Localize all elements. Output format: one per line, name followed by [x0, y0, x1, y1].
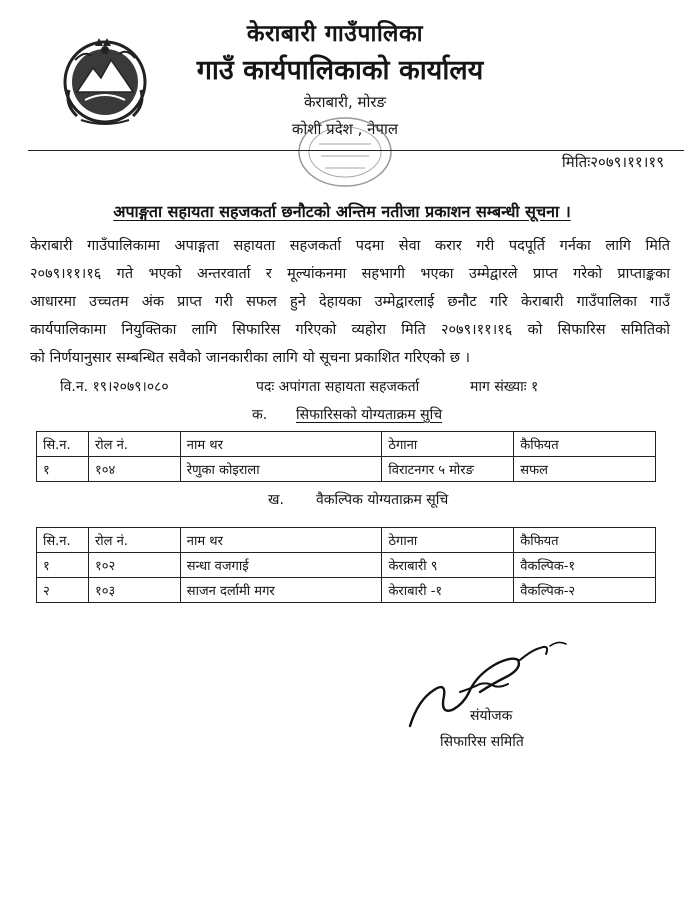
section-b-title: वैकल्पिक योग्यताक्रम सूचि	[316, 492, 449, 508]
address-line-1: केराबारी, मोरङ	[303, 93, 387, 111]
table-cell: केराबारी -१	[382, 578, 514, 603]
column-header: सि.न.	[37, 528, 89, 553]
notice-body-line: को निर्णयानुसार सम्बन्धित सवैको जानकारीका लागि यो सूचना प्रकाशित गरिएको छ ।	[30, 350, 471, 366]
signatory-committee: सिफारिस समिति	[440, 734, 524, 750]
office-name: गाउँ कार्यपालिकाको कार्यालय	[196, 55, 484, 86]
column-header: कैफियत	[514, 528, 656, 553]
table-header-row	[37, 528, 656, 553]
issue-date: मितिः२०७९।११।१९	[561, 153, 664, 171]
signatory-role: संयोजक	[470, 708, 513, 724]
column-header: ठेगाना	[382, 528, 514, 553]
column-header: रोल नं.	[88, 528, 180, 553]
column-header: नाम थर	[180, 528, 382, 553]
section-a-title: सिफारिसको योग्यताक्रम सुचि	[296, 407, 443, 423]
table-cell: सफल	[514, 457, 656, 482]
table-cell: १	[37, 457, 89, 482]
table-row	[37, 553, 656, 578]
table-cell: सन्धा वजगाई	[180, 553, 382, 578]
notice-body-line: कार्यपालिकामा नियुक्तिका लागि सिफारिस गरिएको व्यहोरा मिति २०७९।११।१६ को सिफारिस समितिको	[30, 322, 670, 338]
table-cell: रेणुका कोइराला	[180, 457, 382, 482]
table-cell: वैकल्पिक-१	[514, 553, 656, 578]
column-header: नाम थर	[180, 432, 382, 457]
table-cell: १०२	[88, 553, 180, 578]
demand-count: माग संख्याः १	[470, 379, 539, 395]
column-header: सि.न.	[37, 432, 89, 457]
alternative-table	[36, 527, 656, 603]
notice-title: अपाङ्गता सहायता सहजकर्ता छनौटको अन्तिम नतीजा प्रकाशन सम्बन्धी सूचना ।	[113, 202, 571, 221]
table-cell: विराटनगर ५ मोरङ	[382, 457, 514, 482]
address-line-2: कोशी प्रदेश , नेपाल	[291, 120, 399, 138]
notice-body-line: २०७९।११।१६ गते भएको अन्तरवार्ता र मूल्यांकनमा सहभागी भएका उम्मेद्वारले प्राप्त गरेको प्राप्ताङ्कका	[30, 266, 670, 282]
table-row	[37, 578, 656, 603]
table-cell: साजन दर्लामी मगर	[180, 578, 382, 603]
table-cell: २	[37, 578, 89, 603]
column-header: रोल नं.	[88, 432, 180, 457]
notice-body-line: आधारमा उच्चतम अंक प्राप्त गरी सफल हुने देहायका उम्मेद्वारलाई छनौट गरि केराबारी गाउँपालिका गाउँ	[30, 294, 670, 310]
column-header: कैफियत	[514, 432, 656, 457]
section-a-marker: क.	[252, 407, 268, 423]
table-cell: केराबारी ९	[382, 553, 514, 578]
column-header: ठेगाना	[382, 432, 514, 457]
post-name: पदः अपांगता सहायता सहजकर्ता	[256, 379, 420, 395]
header-divider	[28, 150, 684, 151]
nepal-government-emblem-icon	[55, 30, 155, 130]
table-row	[37, 457, 656, 482]
notice-body-line: केराबारी गाउँपालिकामा अपाङ्गता सहायता सहजकर्ता पदमा सेवा करार गरी पदपूर्ति गर्नका लागि मिति	[30, 238, 670, 254]
table-cell: वैकल्पिक-२	[514, 578, 656, 603]
section-b-marker: ख.	[268, 492, 284, 508]
reference-number: वि.न. १९।२०७९।०८०	[60, 379, 169, 395]
table-header-row	[37, 432, 656, 457]
org-name: केराबारी गाउँपालिका	[246, 21, 424, 47]
recommended-table	[36, 431, 656, 482]
table-cell: १	[37, 553, 89, 578]
table-cell: १०३	[88, 578, 180, 603]
table-cell: १०४	[88, 457, 180, 482]
